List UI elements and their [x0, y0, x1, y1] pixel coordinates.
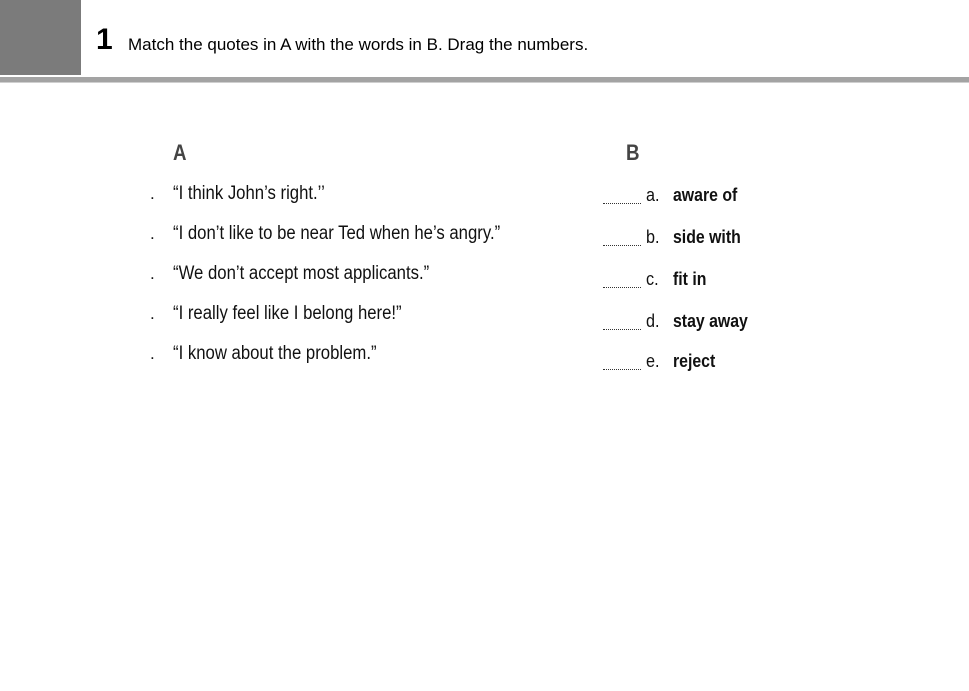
word-item-b: [603, 225, 750, 249]
word-letter: a.: [646, 184, 660, 205]
word-letter: d.: [646, 310, 660, 331]
quote-text: “I really feel like I belong here!”: [173, 303, 402, 324]
word-item-d: [603, 309, 758, 333]
quote-number-slot[interactable]: .: [150, 344, 155, 363]
header-gray-block: [0, 0, 81, 75]
quote-item-2[interactable]: [150, 222, 545, 246]
quote-number-slot[interactable]: .: [150, 264, 155, 283]
word-text: reject: [673, 350, 716, 371]
quote-item-1[interactable]: [150, 182, 346, 206]
quote-text: “We don’t accept most applicants.”: [173, 263, 430, 284]
word-text: side with: [673, 226, 741, 247]
answer-drop-slot[interactable]: [603, 313, 641, 330]
word-text: fit in: [673, 268, 707, 289]
word-text: aware of: [673, 184, 738, 205]
word-item-c: [603, 267, 711, 291]
quote-item-4[interactable]: [150, 302, 433, 326]
header-divider: [0, 77, 969, 83]
word-letter: c.: [646, 268, 659, 289]
word-letter: e.: [646, 350, 660, 371]
answer-drop-slot[interactable]: [603, 187, 641, 204]
exercise-number: 1: [96, 23, 113, 56]
quote-item-5[interactable]: [150, 342, 404, 366]
word-text: stay away: [673, 310, 748, 331]
quote-item-3[interactable]: [150, 262, 464, 286]
word-letter: b.: [646, 226, 660, 247]
answer-drop-slot[interactable]: [603, 271, 641, 288]
quote-number-slot[interactable]: .: [150, 224, 155, 243]
quote-number-slot[interactable]: .: [150, 184, 155, 203]
column-b-heading: B: [626, 140, 640, 165]
word-item-e: [603, 349, 721, 373]
word-item-a: [603, 183, 746, 207]
quote-text: “I don’t like to be near Ted when he’s angry.”: [173, 223, 501, 244]
quote-text: “I know about the problem.”: [173, 343, 377, 364]
answer-drop-slot[interactable]: [603, 353, 641, 370]
quote-text: “I think John’s right.’’: [173, 183, 325, 204]
answer-drop-slot[interactable]: [603, 229, 641, 246]
column-a-heading: A: [173, 140, 187, 165]
exercise-header: [0, 0, 969, 77]
quote-number-slot[interactable]: .: [150, 304, 155, 323]
exercise-instruction: Match the quotes in A with the words in B. Drag the numbers.: [128, 35, 589, 54]
